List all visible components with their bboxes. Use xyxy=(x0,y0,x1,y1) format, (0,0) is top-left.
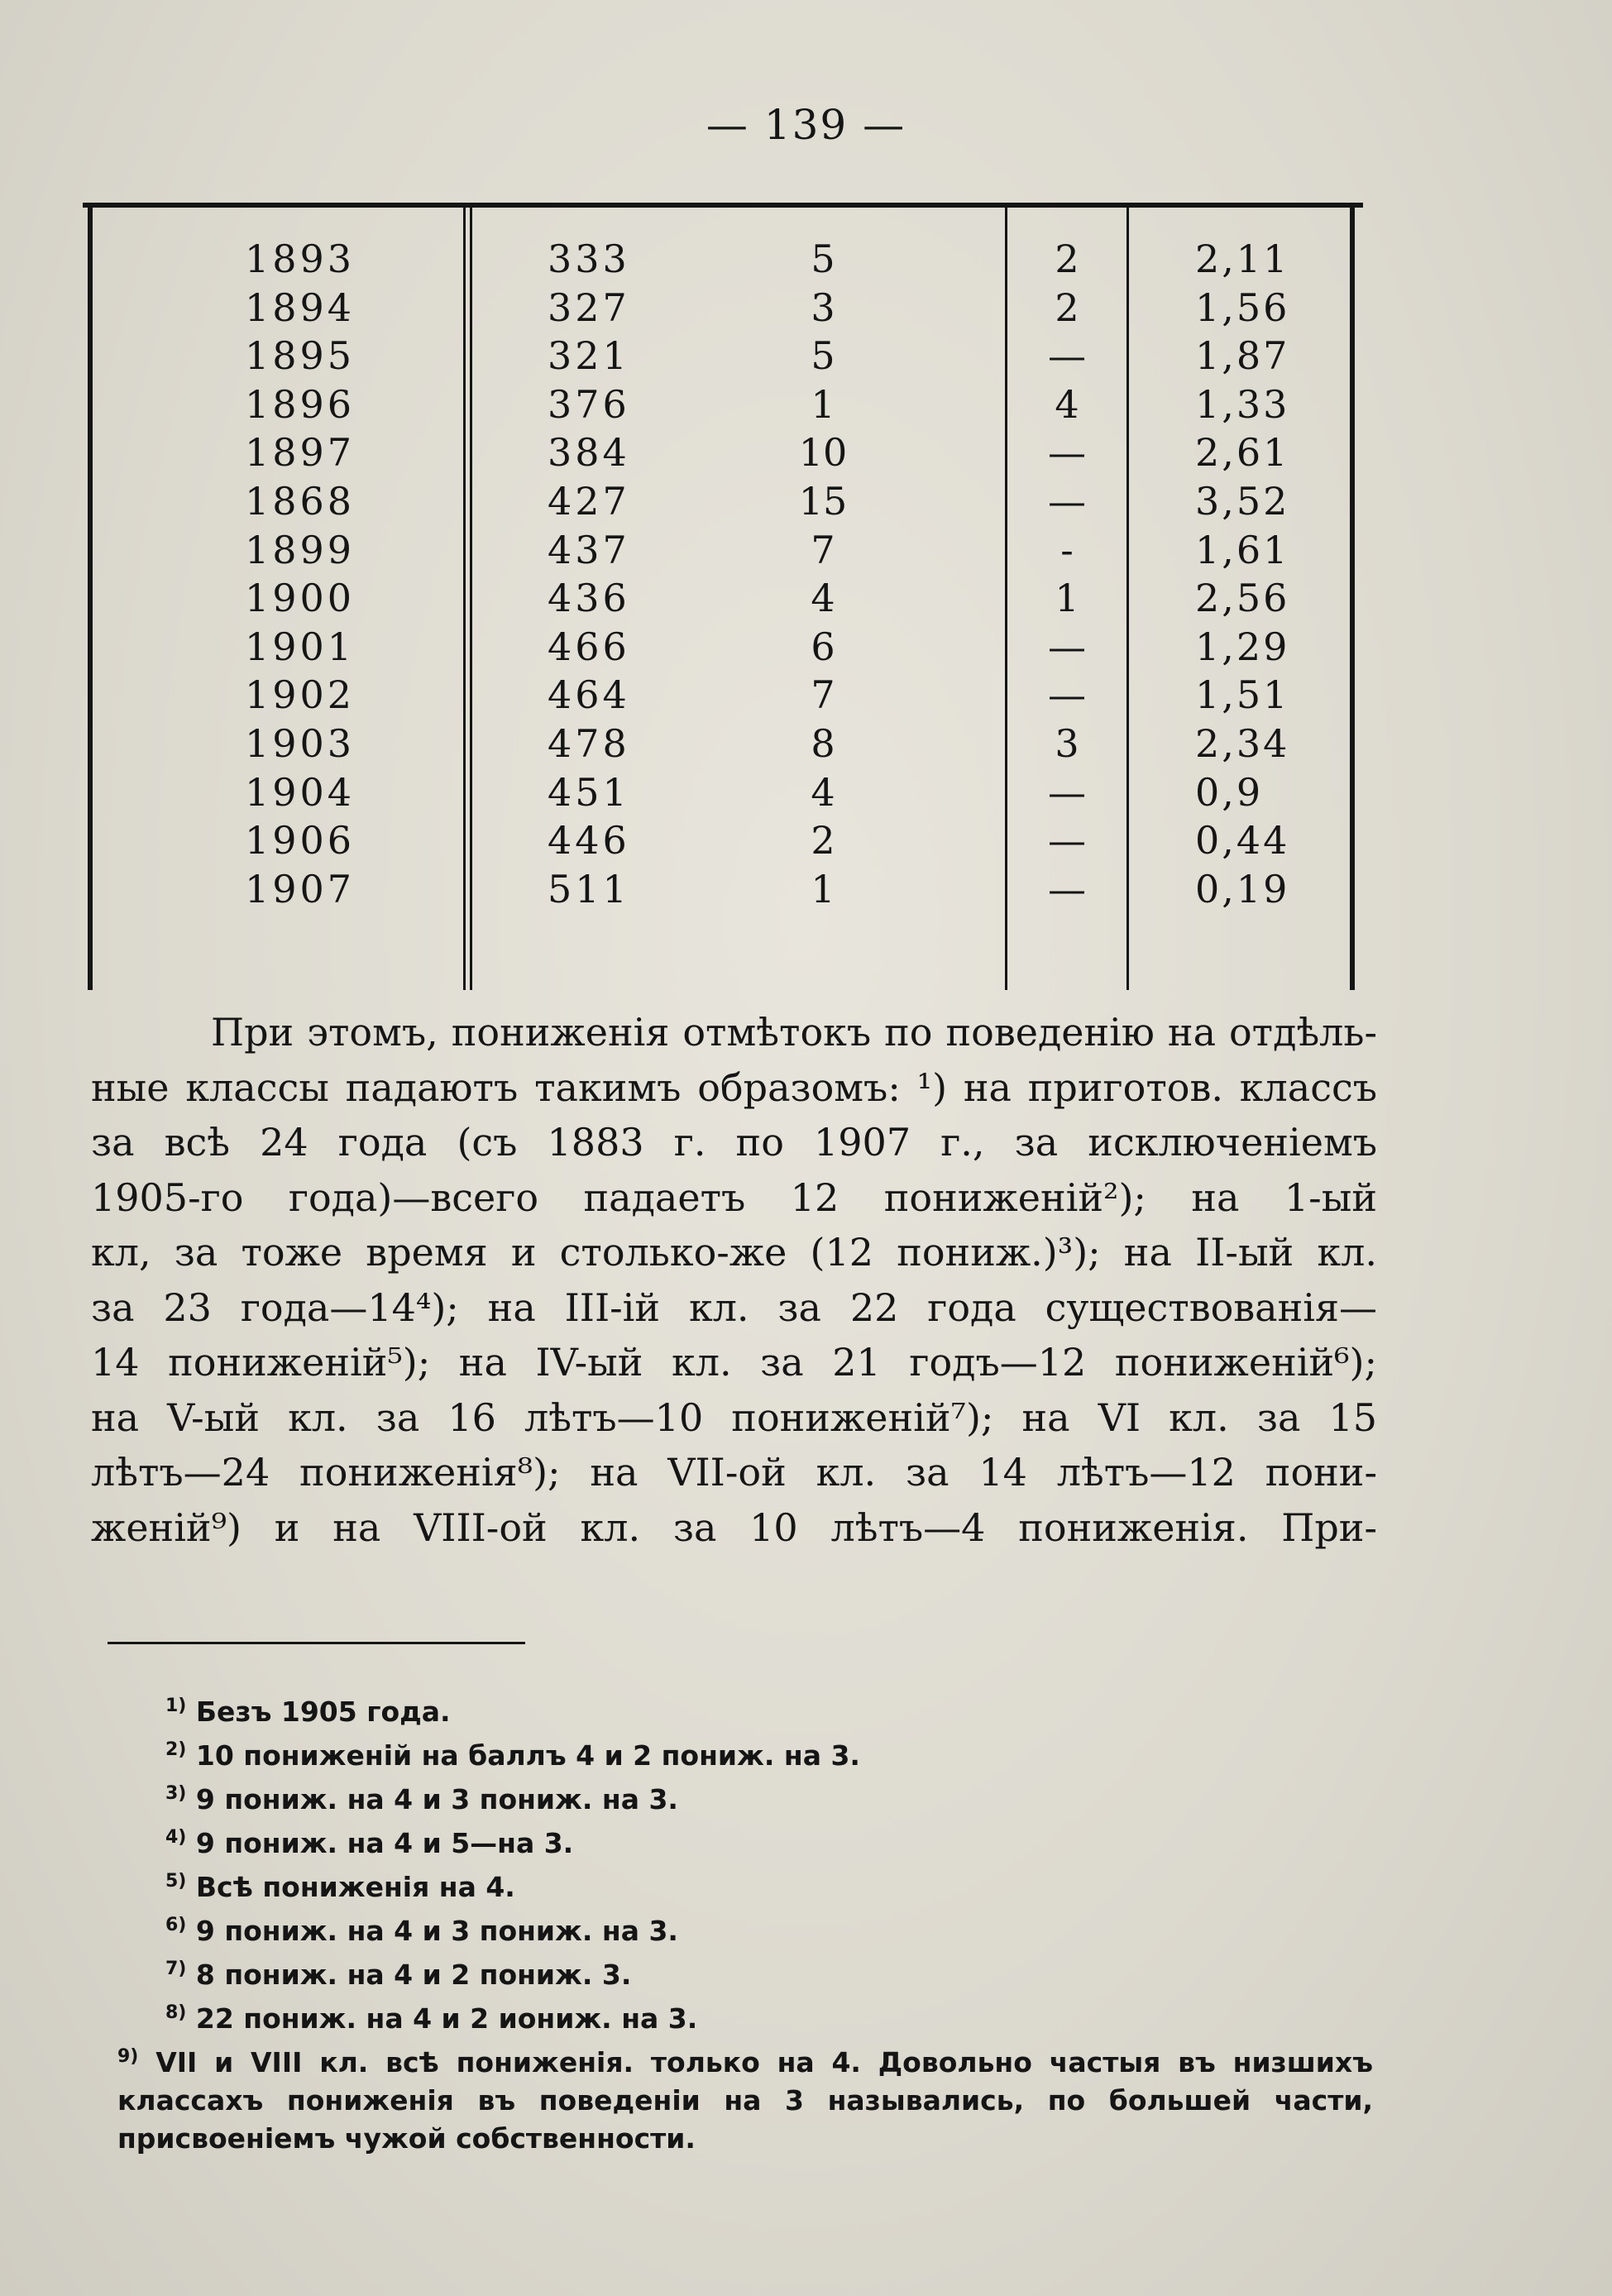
footnote-5 xyxy=(165,1863,1373,1906)
percent-cell: 1,51 xyxy=(1195,672,1290,718)
footnote-9 xyxy=(117,2038,1373,2158)
percent-cell: 1,56 xyxy=(1195,285,1290,330)
count-a-cell: 4 xyxy=(811,576,835,621)
footnote-6 xyxy=(165,1906,1373,1950)
footnote-text: 22 пониж. на 4 и 2 иониж. на 3. xyxy=(195,2002,698,2035)
footnote-text: 9 пониж. на 4 и 5—на 3. xyxy=(195,1827,574,1859)
body-line: При этомъ, пониженія отмѣтокъ по поведенію на отдѣль- xyxy=(211,1010,1377,1055)
footnote-mark: 4) xyxy=(165,1827,187,1848)
count-a-cell: 7 xyxy=(811,672,835,718)
count-b-cell: 4 xyxy=(1055,381,1079,427)
body-line: за всѣ 24 года (съ 1883 г. по 1907 г., за исключеніемъ xyxy=(91,1120,1377,1165)
count-b-cell: — xyxy=(1048,430,1086,476)
table-row xyxy=(83,623,1363,671)
total-cell: 511 xyxy=(548,866,630,911)
count-a-cell: 6 xyxy=(811,624,835,669)
count-b-cell: — xyxy=(1048,818,1086,863)
count-a-cell: 5 xyxy=(811,237,835,281)
table-row xyxy=(83,768,1363,816)
year-cell: 1901 xyxy=(245,624,356,669)
footnote-1 xyxy=(165,1687,1373,1731)
footnote-mark: 7) xyxy=(165,1959,187,1979)
count-a-cell: 7 xyxy=(811,527,835,572)
total-cell: 446 xyxy=(548,818,630,863)
count-a-cell: 8 xyxy=(811,721,835,766)
percent-cell: 1,33 xyxy=(1195,381,1290,427)
footnote-mark: 6) xyxy=(165,1915,187,1935)
footnote-mark: 9) xyxy=(117,2046,139,2067)
total-cell: 384 xyxy=(548,430,630,476)
count-a-cell: 1 xyxy=(811,866,835,911)
footnote-text: 9 пониж. на 4 и 3 пониж. на 3. xyxy=(195,1915,678,1947)
count-a-cell: 2 xyxy=(811,818,835,863)
table-row xyxy=(83,720,1363,768)
body-line: лѣтъ—24 пониженія⁸); на VII-ой кл. за 14 лѣтъ—12 пони- xyxy=(91,1450,1377,1495)
count-a-cell: 1 xyxy=(811,381,835,427)
body-line: ные классы падаютъ такимъ образомъ: ¹) на приготов. классъ xyxy=(91,1064,1377,1110)
body-line: 14 пониженій⁵); на IV-ый кл. за 21 годъ—12 пониженій⁶); xyxy=(91,1340,1377,1385)
total-cell: 464 xyxy=(548,672,630,718)
count-b-cell: — xyxy=(1048,333,1086,379)
percent-cell: 2,61 xyxy=(1195,430,1290,476)
footnote-2 xyxy=(165,1731,1373,1775)
percent-cell: 1,29 xyxy=(1195,624,1290,669)
total-cell: 436 xyxy=(548,576,630,621)
footnote-3 xyxy=(165,1775,1373,1819)
count-b-cell: — xyxy=(1048,624,1086,669)
count-b-cell: — xyxy=(1048,866,1086,911)
body-line: женій⁹) и на VIII-ой кл. за 10 лѣтъ—4 пониженія. При- xyxy=(91,1504,1377,1550)
percent-cell: 2,34 xyxy=(1195,721,1290,766)
table-row xyxy=(83,235,1363,283)
percent-cell: 3,52 xyxy=(1195,479,1290,524)
table-row xyxy=(83,865,1363,913)
total-cell: 427 xyxy=(548,479,630,524)
year-cell: 1893 xyxy=(245,237,356,281)
count-a-cell: 5 xyxy=(811,333,835,379)
body-paragraph xyxy=(91,1005,1377,1555)
total-cell: 376 xyxy=(548,381,630,427)
body-line: кл, за тоже время и столько-же (12 пониж.)³); на II-ый кл. xyxy=(91,1230,1377,1275)
body-line: 1905-го года)—всего падаетъ 12 пониженій²); на 1-ый xyxy=(91,1174,1377,1220)
total-cell: 466 xyxy=(548,624,630,669)
year-cell: 1868 xyxy=(245,479,356,524)
total-cell: 327 xyxy=(548,285,630,330)
year-cell: 1895 xyxy=(245,333,356,379)
percent-cell: 0,44 xyxy=(1195,818,1290,863)
body-line: на V-ый кл. за 16 лѣтъ—10 пониженій⁷); на VI кл. за 15 xyxy=(91,1394,1377,1440)
footnote-text: 9 пониж. на 4 и 3 пониж. на 3. xyxy=(195,1783,678,1815)
count-b-cell: 1 xyxy=(1055,576,1079,621)
footnote-separator xyxy=(108,1642,525,1644)
year-cell: 1907 xyxy=(245,866,356,911)
footnote-text: 8 пониж. на 4 и 2 пониж. 3. xyxy=(195,1959,632,1991)
percent-cell: 0,9 xyxy=(1195,769,1264,815)
year-cell: 1900 xyxy=(245,576,356,621)
percent-cell: 2,11 xyxy=(1195,237,1290,281)
count-b-cell: — xyxy=(1048,769,1086,815)
year-cell: 1894 xyxy=(245,285,356,330)
count-b-cell: 3 xyxy=(1055,721,1079,766)
footnote-mark: 5) xyxy=(165,1871,187,1892)
year-cell: 1903 xyxy=(245,721,356,766)
footnote-text: VII и VIII кл. всѣ пониженія. только на 4. Довольно частыя въ низшихъ классахъ пониженія въ поведеніи на 3 назывались, по большей части, присвоеніемъ чужой собственности. xyxy=(117,2046,1373,2155)
count-a-cell: 3 xyxy=(811,285,835,330)
footnote-8 xyxy=(165,1994,1373,2038)
footnote-text: 10 пониженій на баллъ 4 и 2 пониж. на 3. xyxy=(195,1739,860,1772)
footnote-mark: 8) xyxy=(165,2002,187,2023)
percent-cell: 2,56 xyxy=(1195,576,1290,621)
table-row xyxy=(83,380,1363,428)
page-number: — 139 — xyxy=(706,101,906,149)
count-a-cell: 4 xyxy=(811,769,835,815)
table-row xyxy=(83,332,1363,380)
count-b-cell: — xyxy=(1048,672,1086,718)
footnote-text: Всѣ пониженія на 4. xyxy=(195,1871,515,1903)
table-row xyxy=(83,428,1363,476)
count-b-cell: 2 xyxy=(1055,237,1079,281)
count-b-cell: — xyxy=(1048,479,1086,524)
count-b-cell: 2 xyxy=(1055,285,1079,330)
total-cell: 333 xyxy=(548,237,630,281)
year-cell: 1896 xyxy=(245,381,356,427)
year-cell: 1904 xyxy=(245,769,356,815)
table-row xyxy=(83,477,1363,525)
footnotes xyxy=(117,1687,1373,2158)
count-a-cell: 10 xyxy=(798,430,848,476)
year-cell: 1902 xyxy=(245,672,356,718)
total-cell: 478 xyxy=(548,721,630,766)
footnote-4 xyxy=(165,1819,1373,1863)
footnote-mark: 3) xyxy=(165,1783,187,1804)
percent-cell: 0,19 xyxy=(1195,866,1290,911)
footnote-mark: 1) xyxy=(165,1696,187,1716)
footnote-7 xyxy=(165,1950,1373,1994)
year-cell: 1899 xyxy=(245,527,356,572)
table-row xyxy=(83,284,1363,332)
count-a-cell: 15 xyxy=(798,479,848,524)
year-cell: 1906 xyxy=(245,818,356,863)
total-cell: 321 xyxy=(548,333,630,379)
table-row xyxy=(83,816,1363,864)
total-cell: 451 xyxy=(548,769,630,815)
body-line: за 23 года—14⁴); на III-ій кл. за 22 года существованія— xyxy=(91,1284,1377,1330)
footnote-mark: 2) xyxy=(165,1739,187,1760)
percent-cell: 1,61 xyxy=(1195,527,1290,572)
percent-cell: 1,87 xyxy=(1195,333,1290,379)
count-b-cell: - xyxy=(1060,527,1074,572)
statistics-table xyxy=(83,203,1363,990)
year-cell: 1897 xyxy=(245,430,356,476)
total-cell: 437 xyxy=(548,527,630,572)
footnote-text: Безъ 1905 года. xyxy=(195,1696,451,1728)
table-row xyxy=(83,671,1363,719)
table-row xyxy=(83,526,1363,574)
table-row xyxy=(83,574,1363,622)
